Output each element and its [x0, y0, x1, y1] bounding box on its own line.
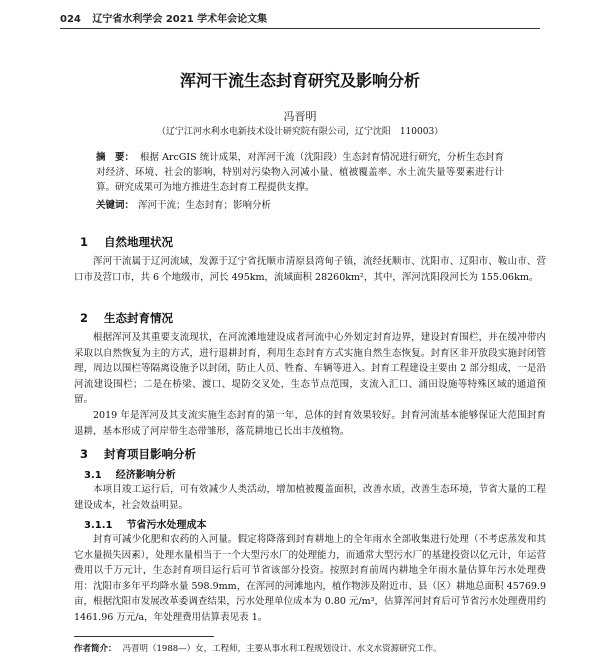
section-number: 3 [80, 447, 89, 461]
footnote-label: 作者简介： [74, 644, 117, 654]
subsection-number: 3.1 [84, 470, 102, 481]
journal-name: 辽宁省水利学会 2021 学术年会论文集 [92, 14, 268, 25]
subsection-title: 经济影响分析 [115, 470, 176, 481]
section-heading [80, 310, 173, 326]
section-number: 1 [80, 235, 89, 249]
author-affiliation: （辽宁江河水利水电新技术设计研究院有限公司，辽宁沈阳 110003） [156, 127, 444, 137]
footnote-text: 冯晋明（1988—）女，工程师，主要从事水利工程规划设计、水文水资源研究工作。 [122, 644, 442, 654]
section-title: 自然地理状况 [104, 235, 174, 249]
keywords [96, 198, 504, 213]
abstract [96, 150, 504, 195]
section-paragraph: 本项目竣工运行后，可有效减少人类活动，增加植被覆盖面积，改善水质，改善生态环境，节省大量的工程建设成本，社会效益明显。 [74, 484, 546, 511]
keywords-label: 关键词： [96, 200, 135, 211]
paper-title: 浑河干流生态封育研究及影响分析 [179, 71, 420, 90]
abstract-text: 根据 ArcGIS 统计成果，对浑河干流（沈阳段）生态封育情况进行研究，分析生态封育对经济、环境、社会的影响，特别对污染物入河减小量、植被覆盖率、水土流失量等要素进行计算。研究成果可为地方推进生态封育工程提供支撑。 [96, 152, 504, 193]
author-name: 冯晋明 [283, 110, 317, 123]
footnote-rule [74, 636, 214, 637]
author-footnote [74, 642, 546, 654]
section-heading [80, 234, 173, 250]
subsection-heading [84, 466, 176, 481]
section-number: 2 [80, 311, 89, 325]
section-paragraph: 封育可减少化肥和农药的入河量。假定将降落到封育耕地上的全年雨水全部收集进行处理（不考虑蒸发和其它水量损失因素），处理水量相当于一个大型污水厂的处理能力，而通常大型污水厂的基建投资以亿元计，年运营费用以千万元计，生态封育项目运行后可节省该部分投资。按照封育前周内耕地全年雨水量估算年污水处理费用：沈阳市多年平均降水量 598.9mm，在浑河的河滩地内，植作物涉及附近市、县（区）耕地总面积 45769.9 亩，根据沈阳市发展改革委调查结果，污水处理单位成本为 0.80 元/m³，估算浑河封育后可节省污水处理费用约 1461.96 万元/a，年处理费用估算表见表 1。 [74, 534, 546, 623]
section-paragraph: 浑河干流属于辽河流域，发源于辽宁省抚顺市清原县湾甸子镇，流经抚顺市、沈阳市、辽阳市、鞍山市、营口市及营口市，共 6 个地级市，河长 495km，流域面积 28260km²，其中，浑河沈阳段河长为 155.06km。 [74, 256, 546, 283]
section-paragraph: 2019 年是浑河及其支流实施生态封育的第一年，总体的封育效果较好。封育河流基本能够保证大范围封育退耕，基本形成了河岸带生态带雏形，落荒耕地已长出丰茂植物。 [74, 410, 546, 437]
page-number: 024 [60, 14, 81, 25]
section-title: 封育项目影响分析 [104, 447, 197, 461]
subsection-number: 3.1.1 [84, 520, 113, 531]
running-header [60, 10, 540, 29]
section-heading [80, 446, 196, 462]
section-paragraph: 根据浑河及其重要支流现状，在河流滩地建设成者河流中心外划定封育边界，建设封育围栏，并在缓冲带内采取以自然恢复为主的方式，进行退耕封育，利用生态封育方式实施自然生态恢复。封育区非开放段实施封闭管理，周边以围栏等隔离设施予以封闭，防止人员、牲畜、车辆等进入。封育工程建设主要由 2 部分组成，一是沿河流建设围栏；二是在桥梁、渡口、堤防交叉处，生态节点范围，支流入汇口、涌田设施等特殊区域的通道预留。 [74, 332, 546, 405]
subsection-title: 节省污水处理成本 [126, 520, 207, 531]
keywords-text: 浑河干流；生态封育；影响分析 [138, 200, 272, 211]
subsection-heading [84, 516, 206, 531]
abstract-label: 摘 要： [96, 152, 135, 163]
section-title: 生态封育情况 [104, 311, 174, 325]
